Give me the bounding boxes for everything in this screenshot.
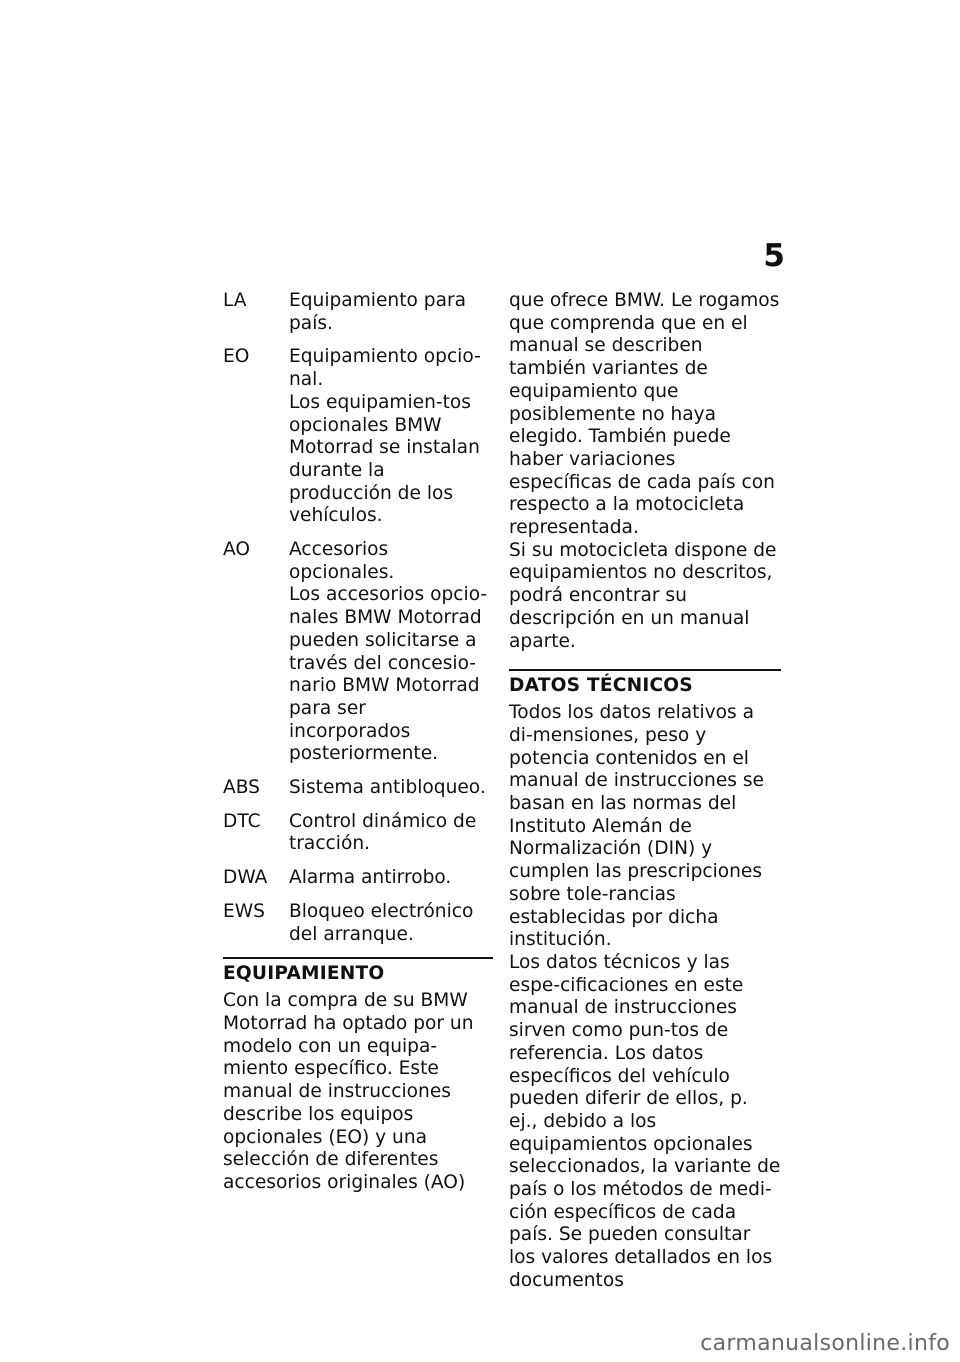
abbreviation-term: LA <box>223 290 247 311</box>
abbreviation-definition <box>289 811 493 856</box>
abbreviation-term: ABS <box>223 777 260 799</box>
section-datos-tecnicos <box>509 669 781 1292</box>
body-paragraph: Si su motocicleta dispone de equipamientos no descritos, podrá encontrar su descripción en un manual aparte. <box>509 539 777 652</box>
body-paragraph: que ofrece BMW. Le rogamos que comprenda que en el manual se describen también variantes de equipamiento que posiblemente no haya elegido. También puede haber variaciones específicas de cada país con respecto a la motocicleta representada. <box>509 290 780 539</box>
definition-text: Sistema antibloqueo. <box>289 777 486 799</box>
section-equipamiento <box>223 957 493 1194</box>
definition-text: Equipamiento para país. <box>289 290 467 334</box>
abbreviation-definition <box>289 539 493 766</box>
abbreviation-row-dtc <box>223 811 493 856</box>
section-heading: EQUIPAMIENTO <box>223 963 385 985</box>
watermark: carmanualsonline.info <box>700 1331 950 1356</box>
left-column <box>223 290 493 1195</box>
definition-text: Accesorios opcionales. <box>289 539 395 583</box>
abbreviation-term: EO <box>223 346 250 368</box>
right-column <box>509 290 781 1293</box>
page-number: 5 <box>763 238 785 274</box>
definition-text: Control dinámico de tracción. <box>289 810 477 855</box>
abbreviation-row-ews <box>223 901 493 946</box>
abbreviation-row-abs <box>223 777 493 800</box>
abbreviation-definition <box>289 901 493 946</box>
abbreviation-row-la <box>223 290 493 335</box>
definition-text: Bloqueo electrónico del arranque. <box>289 900 474 945</box>
abbreviation-definition <box>289 777 493 800</box>
abbreviation-definition <box>289 867 493 890</box>
abbreviation-definition <box>289 290 493 335</box>
section-paragraph: Todos los datos relativos a di-mensiones, peso y potencia contenidos en el manual de instrucciones se basan en las normas del Instituto Alemán de Normalización (DIN) y cumplen las prescripciones sobre tole-rancias establecidas por dicha institución. <box>509 702 764 951</box>
section-paragraph: Con la compra de su BMW Motorrad ha optado por un modelo con un equipa-miento específico. Este manual de instrucciones describe los equipos opcionales (EO) y una selección de diferentes accesorios originales (AO) <box>223 990 474 1193</box>
abbreviation-row-eo <box>223 346 493 528</box>
abbreviation-term: DWA <box>223 867 268 889</box>
definition-text: Los accesorios opcio-nales BMW Motorrad pueden solicitarse a través del concesio-nario BMW Motorrad para ser incorporados posteriormente. <box>289 584 488 765</box>
abbreviation-row-ao <box>223 539 493 766</box>
abbreviation-definition <box>289 346 493 528</box>
abbreviation-term: EWS <box>223 900 265 922</box>
definition-text: Alarma antirrobo. <box>289 867 452 889</box>
definition-text: Los equipamien-tos opcionales BMW Motorrad se instalan durante la producción de los vehículos. <box>289 391 480 527</box>
abbreviation-term: AO <box>223 539 251 561</box>
definition-text: Equipamiento opcio-nal. <box>289 346 481 391</box>
abbreviation-row-dwa <box>223 867 493 890</box>
abbreviation-term: DTC <box>223 810 261 832</box>
section-heading: DATOS TÉCNICOS <box>509 675 693 697</box>
section-paragraph: Los datos técnicos y las espe-cificaciones en este manual de instrucciones sirven como pun-tos de referencia. Los datos específicos del vehículo pueden diferir de ellos, p. ej., debido a los equipamientos opcionales seleccionados, la variante de país o los métodos de medi-ción específicos de cada país. Se pueden consultar los valores detallados en los documentos <box>509 951 781 1291</box>
